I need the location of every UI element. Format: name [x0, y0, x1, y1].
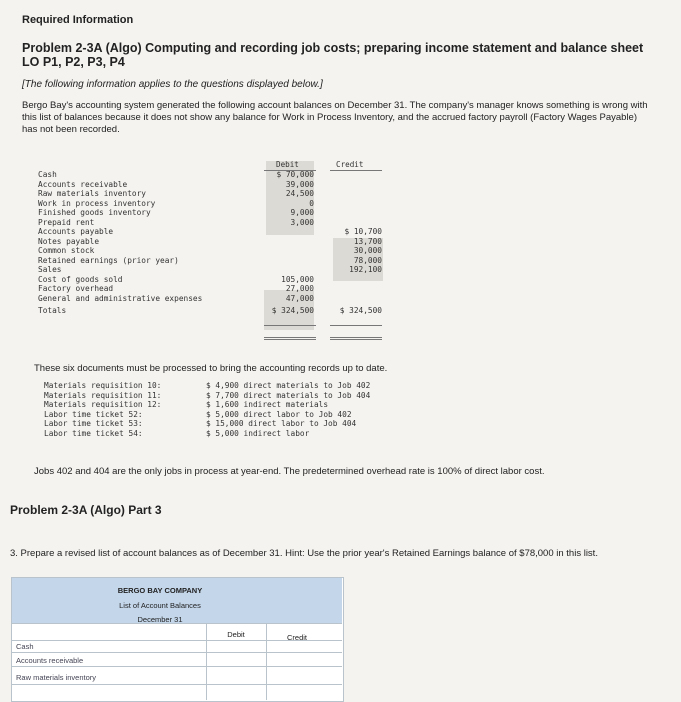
credit-column-label: Credit [286, 633, 307, 642]
list-item: $ 5,000 direct labor to Job 402 [206, 409, 352, 419]
table-row: Work in process inventory [38, 198, 156, 208]
list-item: Labor time ticket 52: [44, 409, 143, 419]
worksheet-row-accounts-receivable: Accounts receivable [16, 656, 84, 665]
debit-cell: 105,000 [281, 274, 314, 284]
totals-label: Totals [38, 306, 67, 315]
documents-intro: These six documents must be processed to bring the accounting records up to date. [34, 363, 388, 374]
documents-labels [44, 381, 161, 438]
credit-cell: 13,700 [353, 236, 382, 246]
debit-column-label: Debit [227, 630, 245, 639]
list-item: $ 1,600 indirect materials [206, 400, 329, 409]
credit-cell: 192,100 [349, 265, 382, 274]
debit-cell: 47,000 [285, 293, 314, 303]
documents-values [206, 381, 370, 438]
table-row: Notes payable [38, 236, 100, 246]
list-item: Materials requisition 10: [44, 381, 162, 390]
credit-total: $ 324,500 [339, 306, 382, 315]
debit-cell: 9,000 [290, 208, 314, 217]
company-name: BERGO BAY COMPANY [117, 586, 203, 595]
credit-cell: 78,000 [353, 255, 382, 265]
list-item: $ 15,000 direct labor to Job 404 [206, 419, 357, 428]
raw-materials-credit-input[interactable] [267, 667, 341, 684]
accounts-receivable-debit-input[interactable] [207, 653, 266, 666]
table-row: Retained earnings (prior year) [38, 255, 179, 265]
jobs-note: Jobs 402 and 404 are the only jobs in process at year-end. The predetermined overhead rate is 100% of direct labor cost. [34, 466, 545, 477]
debit-cell: 24,500 [285, 189, 314, 198]
debit-cell: 39,000 [285, 179, 314, 189]
list-item: Materials requisition 11: [44, 390, 162, 400]
worksheet-date: December 31 [137, 615, 183, 624]
table-row: Factory overhead [38, 284, 114, 293]
table-row: Accounts payable [38, 227, 114, 236]
question-text: 3. Prepare a revised list of account balances as of December 31. Hint: Use the prior year's Retained Earnings balance of $78,000 in this list. [10, 548, 598, 559]
list-item: $ 7,700 direct materials to Job 404 [206, 390, 371, 400]
credit-cell: 30,000 [353, 246, 382, 255]
worksheet-row-raw-materials: Raw materials inventory [16, 673, 97, 682]
table-row: Cost of goods sold [38, 274, 123, 284]
part-title: Problem 2-3A (Algo) Part 3 [10, 503, 162, 517]
problem-title: Problem 2-3A (Algo) Computing and recording job costs; preparing income statement and balance sheet LO P1, P2, P3, P4 [22, 41, 644, 69]
table-row: Finished goods inventory [38, 208, 151, 217]
list-item: Labor time ticket 53: [44, 419, 143, 428]
table-row: General and administrative expenses [38, 293, 203, 303]
list-item: $ 4,900 direct materials to Job 402 [206, 381, 371, 390]
accounts-receivable-credit-input[interactable] [267, 653, 341, 666]
credit-cell: $ 10,700 [344, 227, 382, 236]
list-item: Labor time ticket 54: [44, 428, 143, 438]
worksheet-row-cash: Cash [16, 642, 34, 651]
table-row: Raw materials inventory [38, 189, 146, 198]
table-row: Prepaid rent [38, 217, 95, 227]
debit-header: Debit [276, 160, 299, 169]
cash-credit-input[interactable] [267, 641, 341, 652]
list-item: $ 5,000 indirect labor [206, 428, 310, 438]
info-note: [The following information applies to the questions displayed below.] [22, 79, 323, 90]
debit-cell: 3,000 [290, 217, 314, 227]
debit-cell: 0 [309, 198, 314, 208]
debit-cell: $ 70,000 [276, 170, 314, 179]
intro-paragraph: Bergo Bay's accounting system generated the following account balances on December 31. The company's manager knows something is wrong with this list of balances because it does not show any balance for Work in Process Inventory, and the accrued factory payroll (Factory Wages Payable) has not been recorded. [22, 100, 648, 135]
debit-total: $ 324,500 [271, 306, 314, 315]
table-row: Cash [38, 170, 57, 179]
raw-materials-debit-input[interactable] [207, 667, 266, 684]
debit-cell: 27,000 [285, 284, 314, 293]
table-row: Accounts receivable [38, 179, 128, 189]
list-item: Materials requisition 12: [44, 400, 162, 409]
required-information-label: Required Information [22, 14, 134, 26]
table-row: Common stock [38, 246, 95, 255]
credit-header: Credit [336, 160, 364, 169]
cash-debit-input[interactable] [207, 641, 266, 652]
worksheet-subtitle: List of Account Balances [119, 601, 201, 610]
table-row: Sales [38, 265, 62, 274]
